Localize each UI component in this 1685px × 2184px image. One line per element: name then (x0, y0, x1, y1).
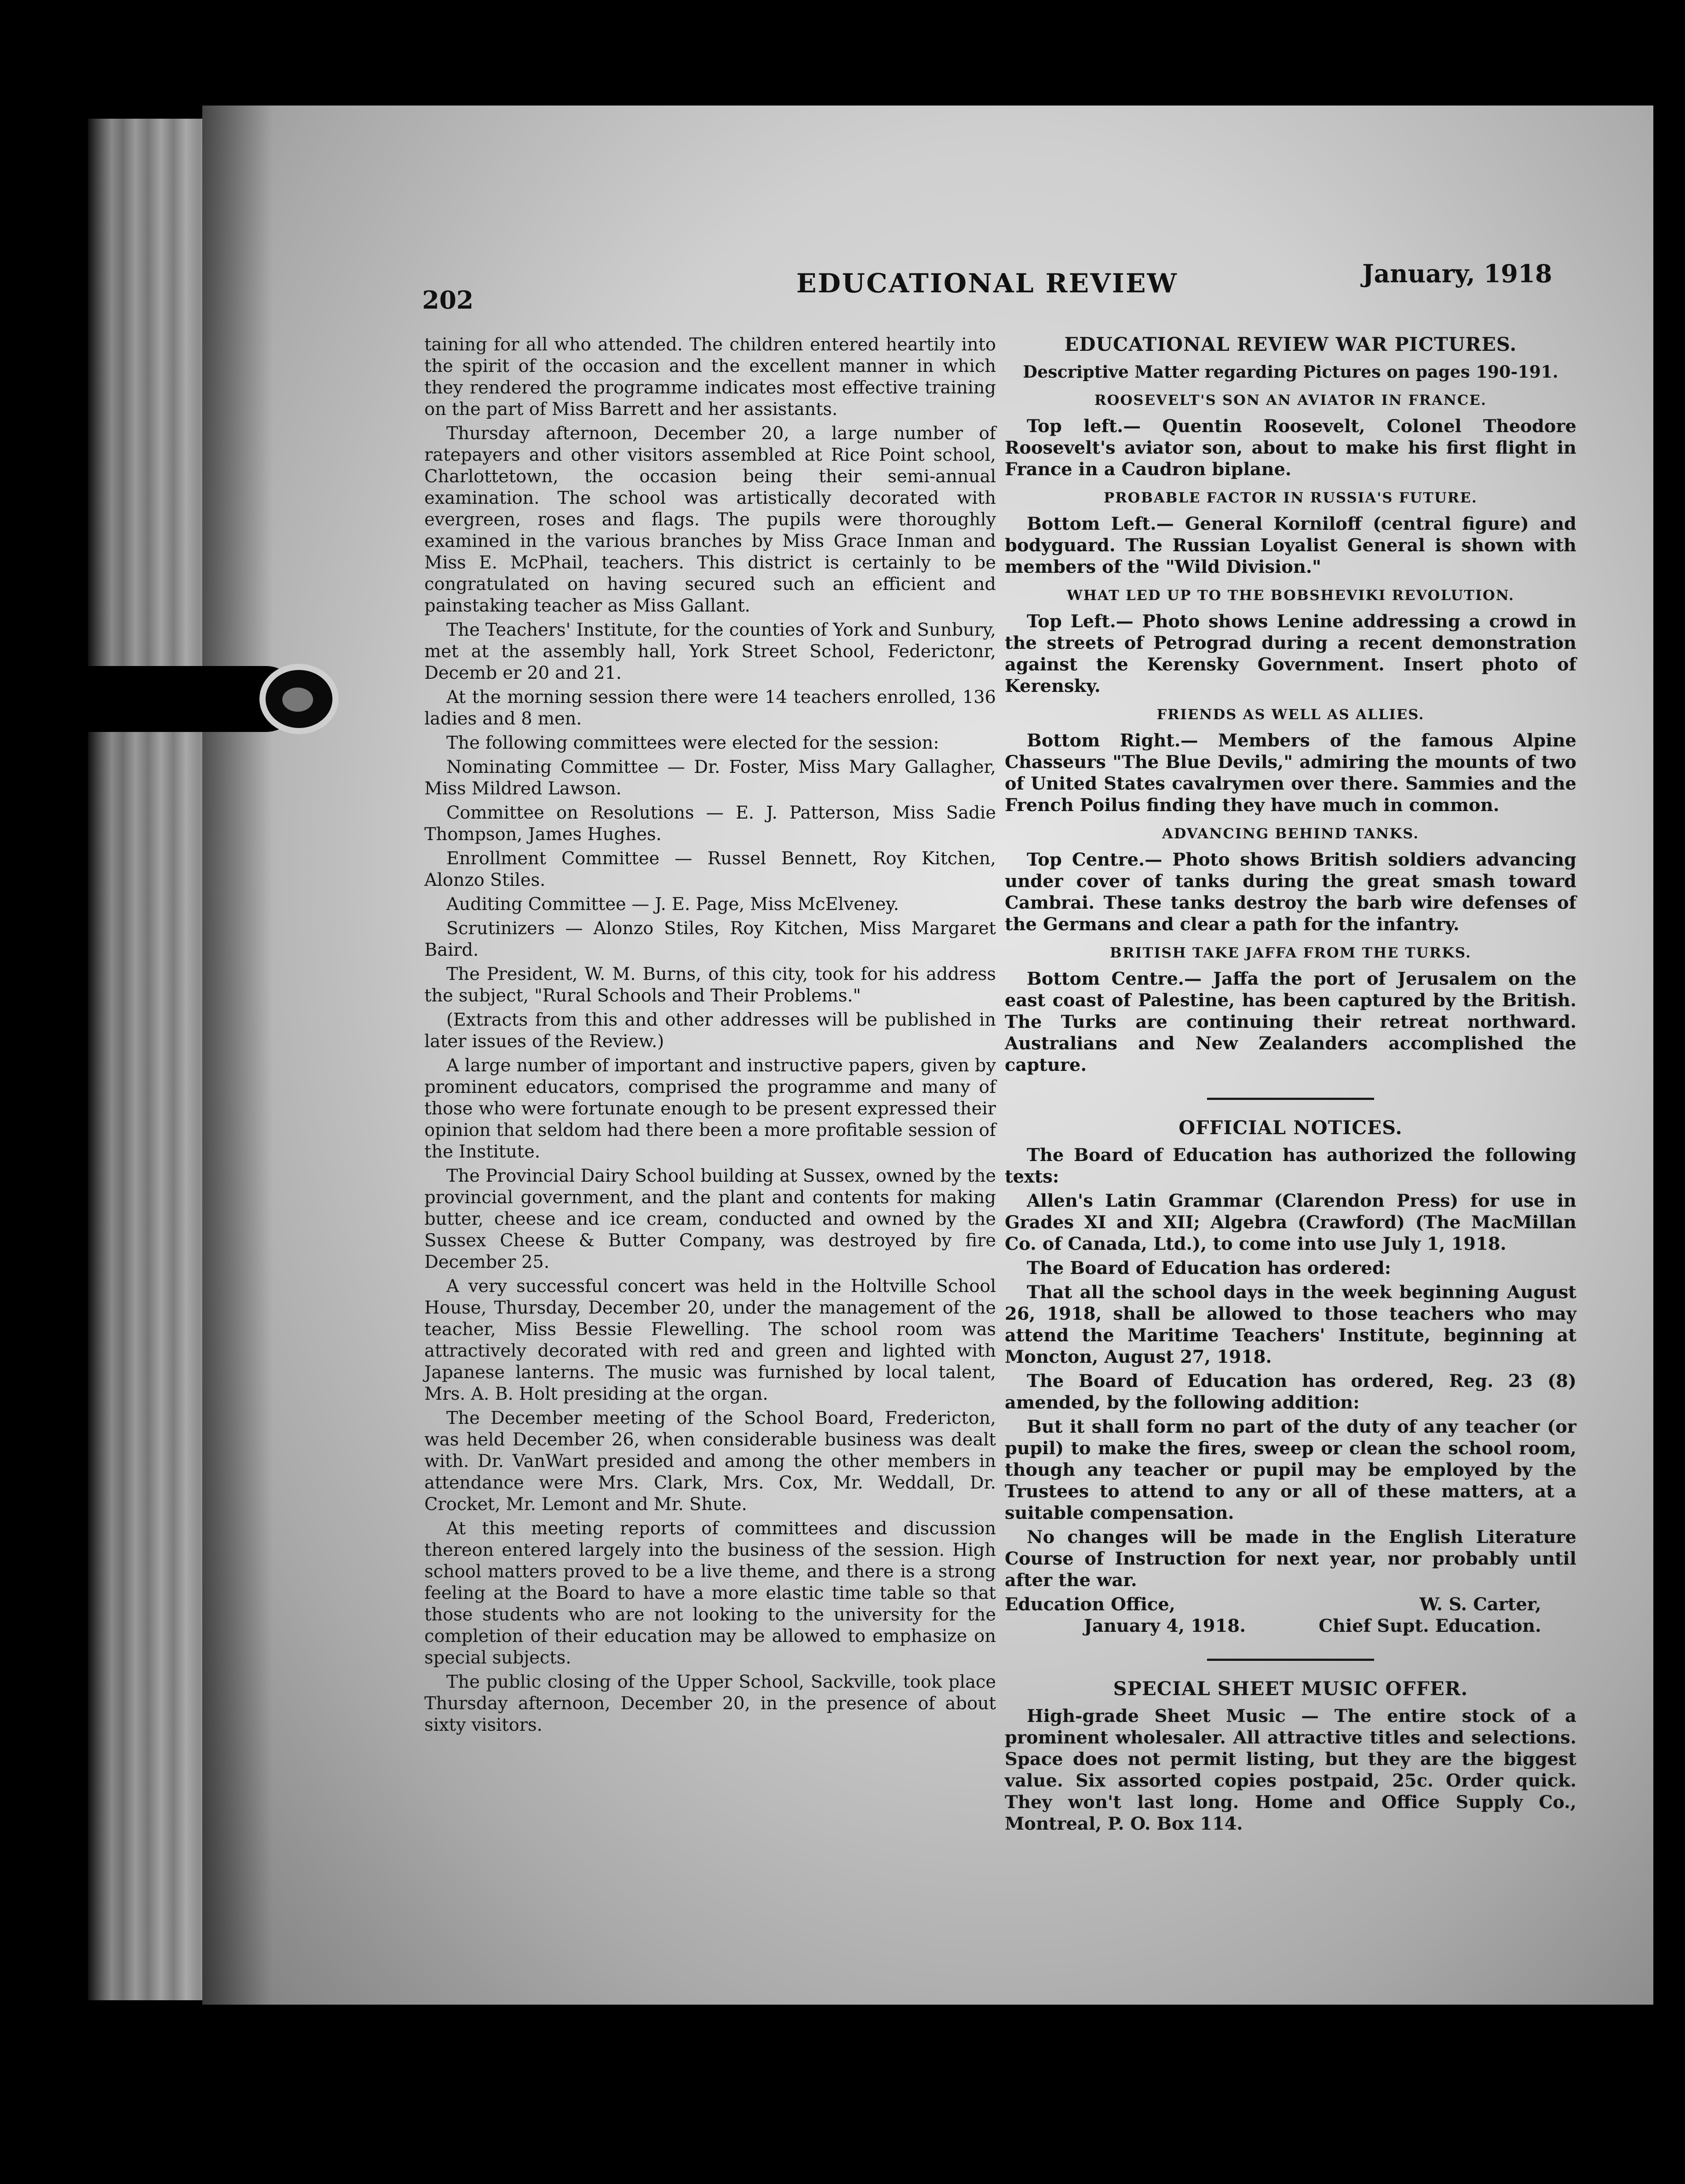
war-pictures-title: EDUCATIONAL REVIEW WAR PICTURES. (1064, 334, 1517, 356)
paragraph: The Teachers' Institute, for the counties of York and Sunbury, met at the assembly hall, York Street School, Federictonr, Decemb er 20 and 21. (424, 620, 996, 683)
section-heading: BRITISH TAKE JAFFA FROM THE TURKS. (1109, 944, 1472, 961)
section-divider (1207, 1098, 1374, 1100)
section-heading: ROOSEVELT'S SON AN AVIATOR IN FRANCE. (1094, 392, 1487, 408)
section-text: Bottom Centre.— Jaffa the port of Jerusalem on the east coast of Palestine, has been captured by the British. The Turks are continuing their retreat northward. Australians and New Zealanders accomplished the capture. (1005, 968, 1576, 1075)
issue-date: January, 1918 (1362, 259, 1552, 288)
notice-paragraph: That all the school days in the week beginning August 26, 1918, shall be allowed to those teachers who may attend the Maritime Teachers' Institute, beginning at Moncton, August 27, 1918. (1005, 1282, 1576, 1367)
gutter-shadow (202, 106, 273, 2005)
paragraph: Thursday afternoon, December 20, a large number of ratepayers and other visitors assembled at Rice Point school, Charlottetown, the occasion being their semi-annual examination. The school was artistically decorated with evergreen, roses and flags. The pupils were thoroughly examined in the various branches by Miss Grace Inman and Miss E. McPhail, teachers. This district is certainly to be congratulated on having secured such an efficient and painstaking teacher as Miss Gallant. (424, 423, 996, 616)
left-column (424, 334, 996, 1739)
section-heading: ADVANCING BEHIND TANKS. (1162, 825, 1419, 842)
paragraph: A large number of important and instructive papers, given by prominent educators, comprised the programme and many of those who were fortunate enough to be present expressed their opinion that seldom had there been a more profitable session of the Institute. (424, 1056, 996, 1162)
section-divider (1207, 1659, 1374, 1661)
notice-paragraph: The Board of Education has ordered: (1027, 1258, 1391, 1278)
notice-paragraph: But it shall form no part of the duty of any teacher (or pupil) to make the fires, sweep or clean the school room, though any teacher or pupil may be employed by the Trustees to attend to any or all of these matters, at a suitable compensation. (1005, 1416, 1576, 1523)
paragraph: The following committees were elected for the session: (446, 733, 939, 753)
music-offer-text: High-grade Sheet Music — The entire stock of a prominent wholesaler. All attractive titles and selections. Space does not permit listing, but they are the biggest value. Six assorted copies postpaid, 25c. Order quick. They won't last long. Home and Office Supply Co., Montreal, P. O. Box 114. (1005, 1706, 1576, 1834)
page-number: 202 (422, 286, 474, 315)
notice-paragraph: No changes will be made in the English Literature Course of Instruction for next year, nor probably until after the war. (1005, 1527, 1576, 1591)
paragraph: The Provincial Dairy School building at Sussex, owned by the provincial government, and the plant and contents for making butter, cheese and ice cream, conducted and owned by the Sussex Cheese & Butter Company, was destroyed by fire December 25. (424, 1166, 996, 1272)
signature-block (1005, 1594, 1576, 1637)
clip-arm (0, 666, 299, 732)
signature-date: January 4, 1918. (1084, 1616, 1246, 1636)
paragraph: Enrollment Committee — Russel Bennett, Roy Kitchen, Alonzo Stiles. (424, 848, 996, 890)
paragraph: Auditing Committee — J. E. Page, Miss McElveney. (446, 894, 899, 914)
signature-title: Chief Supt. Education. (1318, 1616, 1541, 1636)
signature-office: Education Office, (1005, 1594, 1175, 1615)
section-text: Bottom Left.— General Korniloff (central figure) and bodyguard. The Russian Loyalist General is shown with members of the "Wild Division." (1005, 513, 1576, 577)
paragraph: (Extracts from this and other addresses will be published in later issues of the Review.) (424, 1010, 996, 1052)
music-offer-title: SPECIAL SHEET MUSIC OFFER. (1113, 1678, 1468, 1700)
notice-paragraph: The Board of Education has ordered, Reg. 23 (8) amended, by the following addition: (1005, 1371, 1576, 1413)
paragraph: At the morning session there were 14 teachers enrolled, 136 ladies and 8 men. (424, 687, 996, 729)
section-text: Top Centre.— Photo shows British soldiers advancing under cover of tanks during the great smash toward Cambrai. These tanks destroy the barb wire defenses of the Germans and clear a path for the infantry. (1005, 849, 1576, 935)
clip-knob-icon (259, 664, 339, 734)
section-heading: WHAT LED UP TO THE BOBSHEVIKI REVOLUTION. (1066, 587, 1515, 604)
notice-paragraph: The Board of Education has authorized the following texts: (1005, 1145, 1576, 1187)
paragraph: The President, W. M. Burns, of this city, took for his address the subject, "Rural Schools and Their Problems." (424, 964, 996, 1006)
section-text: Top left.— Quentin Roosevelt, Colonel Theodore Roosevelt's aviator son, about to make his first flight in France in a Caudron biplane. (1005, 416, 1576, 480)
signature-name: W. S. Carter, (1419, 1594, 1541, 1615)
paragraph: Committee on Resolutions — E. J. Patterson, Miss Sadie Thompson, James Hughes. (424, 803, 996, 844)
paragraph: A very successful concert was held in the Holtville School House, Thursday, December 20, under the management of the teacher, Miss Bessie Flewelling. The school room was attractively decorated with red and green and lighted with Japanese lanterns. The music was furnished by local talent, Mrs. A. B. Holt presiding at the organ. (424, 1276, 996, 1404)
paragraph: The public closing of the Upper School, Sackville, took place Thursday afternoon, December 20, in the presence of about sixty visitors. (424, 1672, 996, 1735)
paragraph: Nominating Committee — Dr. Foster, Miss Mary Gallagher, Miss Mildred Lawson. (424, 757, 996, 799)
paragraph: At this meeting reports of committees and discussion thereon entered largely into the business of the session. High school matters proved to be a live theme, and there is a strong feeling at the Board to have a more elastic time table so that those students who are not looking to the university for the completion of their education may be allowed to emphasize on special subjects. (424, 1518, 996, 1668)
running-head: EDUCATIONAL REVIEW (796, 268, 1178, 299)
right-column (1005, 334, 1576, 1837)
section-heading: FRIENDS AS WELL AS ALLIES. (1156, 706, 1425, 723)
paragraph: taining for all who attended. The children entered heartily into the spirit of the occasion and the excellent manner in which they rendered the programme indicates most effective training on the part of Miss Barrett and her assistants. (424, 335, 996, 419)
official-notices-title: OFFICIAL NOTICES. (1178, 1117, 1403, 1139)
notice-paragraph: Allen's Latin Grammar (Clarendon Press) for use in Grades XI and XII; Algebra (Crawford) (The MacMillan Co. of Canada, Ltd.), to come into use July 1, 1918. (1005, 1190, 1576, 1254)
page-clip (0, 646, 343, 752)
section-text: Top Left.— Photo shows Lenine addressing a crowd in the streets of Petrograd during a recent demonstration against the Kerensky Government. Insert photo of Kerensky. (1005, 611, 1576, 696)
section-heading: PROBABLE FACTOR IN RUSSIA'S FUTURE. (1104, 489, 1477, 506)
paragraph: Scrutinizers — Alonzo Stiles, Roy Kitchen, Miss Margaret Baird. (424, 918, 996, 960)
war-pictures-subtitle: Descriptive Matter regarding Pictures on pages 190-191. (1023, 362, 1558, 382)
page-header (422, 259, 1552, 315)
paragraph: The December meeting of the School Board, Fredericton, was held December 26, when considerable business was dealt with. Dr. VanWart presided and among the other members in attendance were Mrs. Clark, Mrs. Cox, Mr. Weddall, Dr. Crocket, Mr. Lemont and Mr. Shute. (424, 1408, 996, 1514)
section-text: Bottom Right.— Members of the famous Alpine Chasseurs "The Blue Devils," admiring the mounts of two of United States cavalrymen over there. Sammies and the French Poilus finding they have much in common. (1005, 730, 1576, 815)
